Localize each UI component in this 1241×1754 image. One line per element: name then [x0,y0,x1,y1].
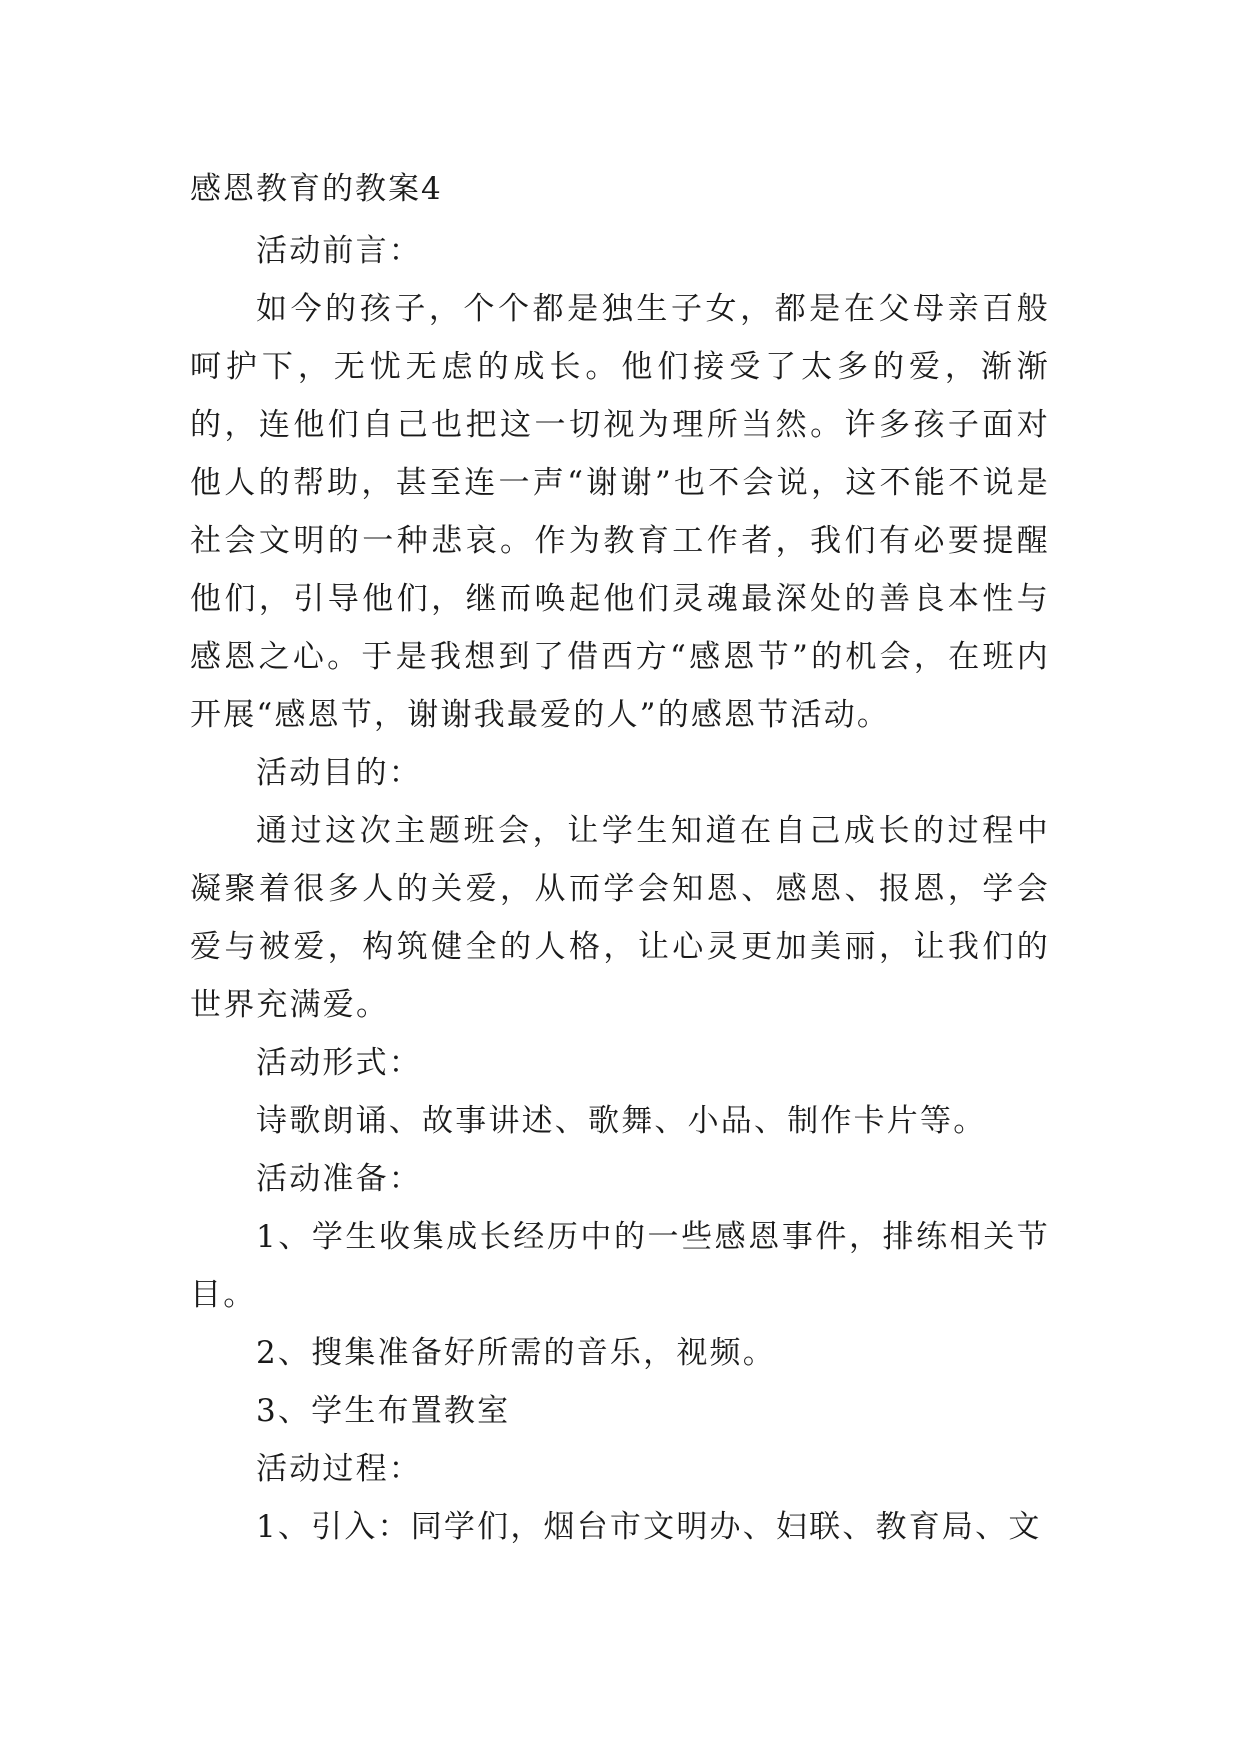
list-item-prep-1: 1、学生收集成长经历中的一些感恩事件，排练相关节目。 [190,1219,1050,1313]
section-heading-prep: 活动准备： [256,1161,422,1197]
list-item-prep-2: 2、搜集准备好所需的音乐，视频。 [256,1335,776,1371]
section-heading-process: 活动过程： [256,1451,422,1487]
paragraph-form: 诗歌朗诵、故事讲述、歌舞、小品、制作卡片等。 [256,1103,987,1139]
paragraph-preface: 如今的孩子，个个都是独生子女，都是在父母亲百般呵护下，无忧无虑的成长。他们接受了太多的爱，渐渐的，连他们自己也把这一切视为理所当然。许多孩子面对他人的帮助，甚至连一声“谢谢”也不会说，这不能不说是社会文明的一种悲哀。作为教育工作者，我们有必要提醒他们，引导他们，继而唤起他们灵魂最深处的善良本性与感恩之心。于是我想到了借西方“感恩节”的机会，在班内开展“感恩节，谢谢我最爱的人”的感恩节活动。 [190,291,1050,733]
document-body [190,160,1050,1556]
section-heading-form: 活动形式： [256,1045,422,1081]
paragraph-goal: 通过这次主题班会，让学生知道在自己成长的过程中凝聚着很多人的关爱，从而学会知恩、感恩、报恩，学会爱与被爱，构筑健全的人格，让心灵更加美丽，让我们的世界充满爱。 [190,813,1050,1023]
section-heading-preface: 活动前言： [256,233,422,269]
section-heading-goal: 活动目的： [256,755,422,791]
paragraph-process: 1、引入：同学们，烟台市文明办、妇联、教育局、文 [256,1509,1042,1545]
document-title: 感恩教育的教案4 [190,171,443,207]
list-item-prep-3: 3、学生布置教室 [256,1393,511,1429]
